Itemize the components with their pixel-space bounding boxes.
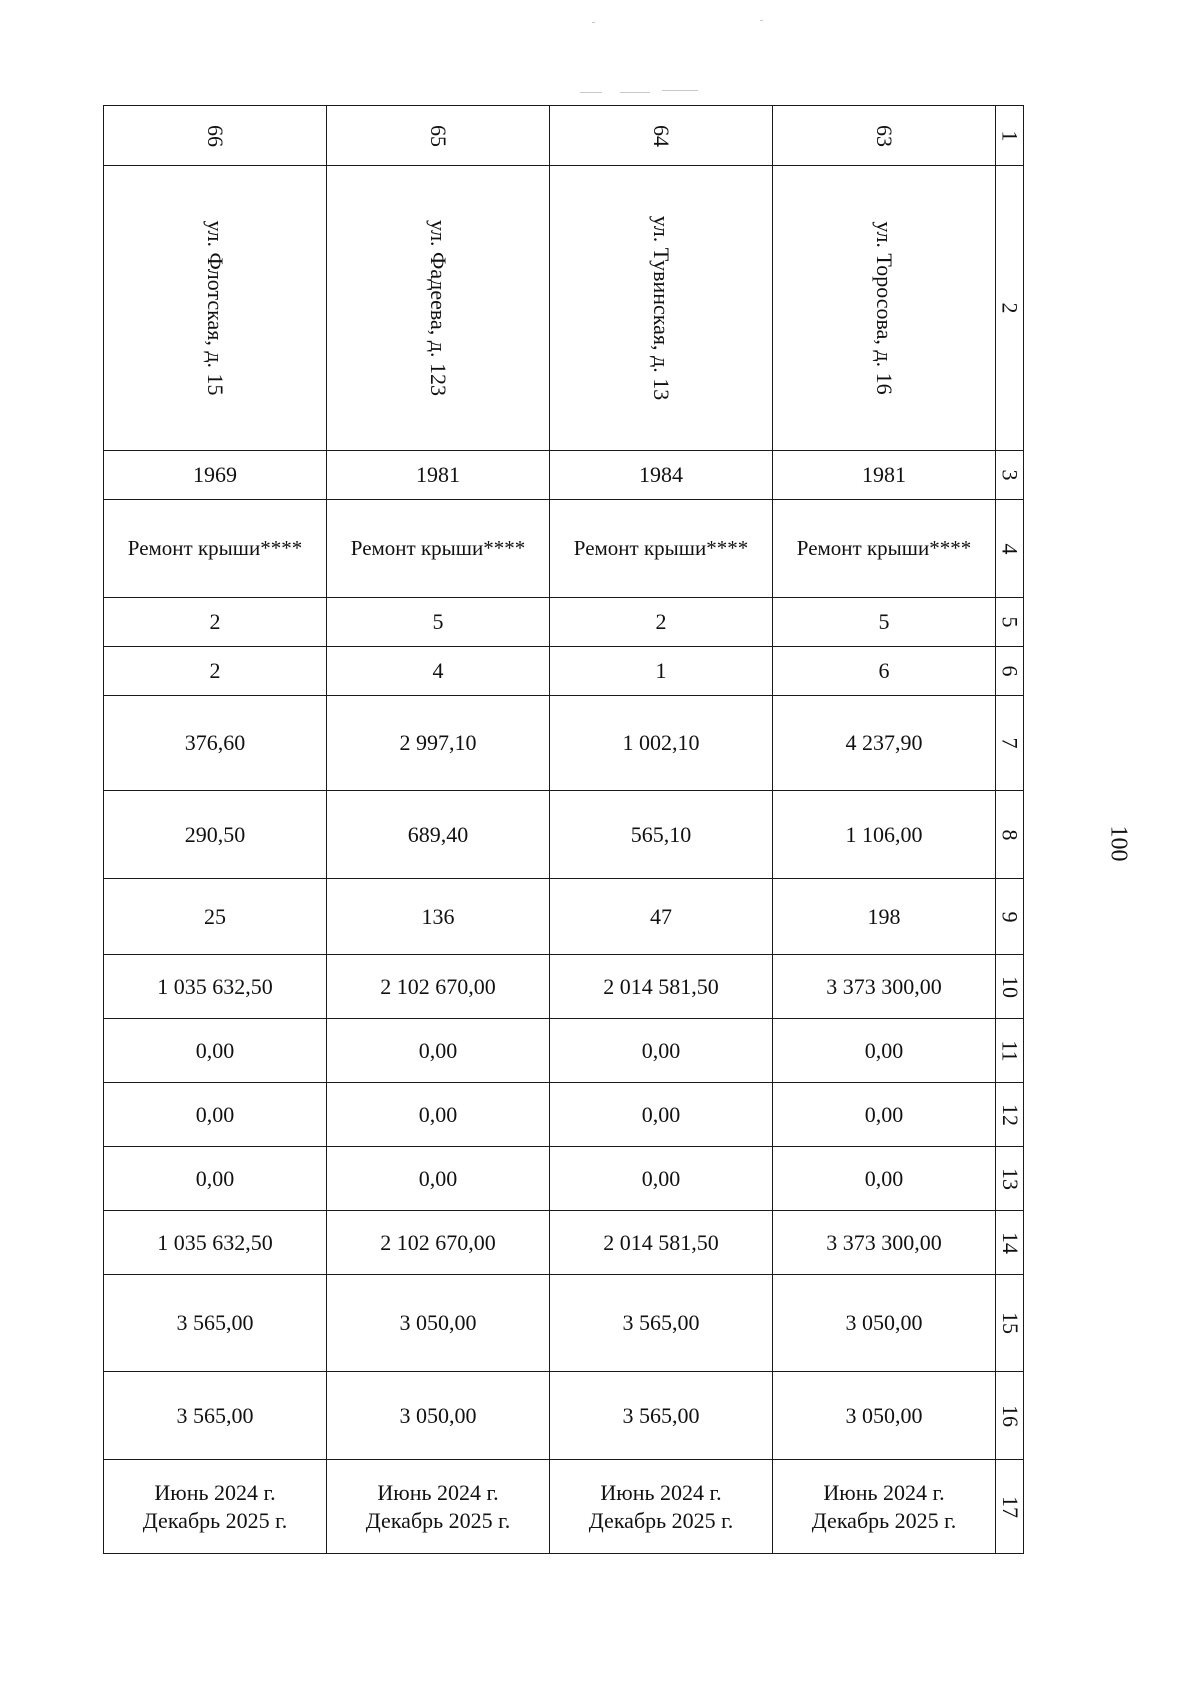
column-index-cell	[996, 500, 1024, 598]
period-cell	[773, 1460, 996, 1554]
value-cell: 47	[550, 879, 773, 955]
record-number: 64	[649, 124, 674, 147]
address: ул. Флотская, д. 15	[203, 220, 228, 396]
value-cell: 0,00	[104, 1083, 327, 1147]
period-end: Декабрь 2025 г.	[142, 1507, 288, 1533]
scan-speck	[620, 92, 650, 93]
value-cell: 5	[327, 598, 550, 647]
table-row	[104, 791, 1024, 879]
record-number-cell	[104, 106, 327, 166]
column-index: 13	[997, 1167, 1023, 1190]
period-end: Декабрь 2025 г.	[811, 1507, 957, 1533]
table-row	[104, 1083, 1024, 1147]
period-cell	[550, 1460, 773, 1554]
scan-speck	[662, 90, 698, 91]
record-number-cell	[550, 106, 773, 166]
value-cell: 565,10	[550, 791, 773, 879]
value-cell: 1 002,10	[550, 696, 773, 791]
value-cell: 3 565,00	[550, 1372, 773, 1460]
column-index-cell	[996, 955, 1024, 1019]
value-cell: 3 565,00	[550, 1275, 773, 1372]
value-cell: 0,00	[773, 1147, 996, 1211]
value-cell: 0,00	[327, 1083, 550, 1147]
value-cell: 2 997,10	[327, 696, 550, 791]
column-index: 5	[997, 616, 1023, 628]
work-type-cell: Ремонт крыши****	[327, 500, 550, 598]
column-index-cell	[996, 879, 1024, 955]
year-cell: 1969	[104, 451, 327, 500]
value-cell: 1 035 632,50	[104, 1211, 327, 1275]
column-index-cell	[996, 106, 1024, 166]
column-index: 2	[997, 302, 1023, 314]
scan-speck	[580, 92, 602, 93]
value-cell: 0,00	[550, 1147, 773, 1211]
column-index: 8	[997, 829, 1023, 840]
column-index: 17	[997, 1495, 1023, 1518]
column-index-cell	[996, 791, 1024, 879]
value-cell: 0,00	[773, 1019, 996, 1083]
value-cell: 689,40	[327, 791, 550, 879]
table-row	[104, 955, 1024, 1019]
value-cell: 3 050,00	[327, 1372, 550, 1460]
value-cell: 0,00	[104, 1147, 327, 1211]
value-cell: 2 014 581,50	[550, 955, 773, 1019]
repair-register-table	[103, 105, 1024, 1554]
value-cell: 0,00	[773, 1083, 996, 1147]
address-cell	[550, 166, 773, 451]
scan-speck	[592, 22, 595, 23]
value-cell: 25	[104, 879, 327, 955]
record-number-cell	[327, 106, 550, 166]
value-cell: 2 102 670,00	[327, 955, 550, 1019]
period-cell	[327, 1460, 550, 1554]
column-index: 12	[997, 1103, 1023, 1126]
period-start: Июнь 2024 г.	[377, 1479, 499, 1505]
table-row	[104, 451, 1024, 500]
value-cell: 136	[327, 879, 550, 955]
address: ул. Фадеева, д. 123	[426, 220, 451, 396]
column-index: 3	[997, 469, 1023, 481]
value-cell: 1 106,00	[773, 791, 996, 879]
record-number: 65	[426, 124, 451, 147]
value-cell: 3 565,00	[104, 1372, 327, 1460]
column-index-cell	[996, 1460, 1024, 1554]
value-cell: 2	[104, 598, 327, 647]
period-start: Июнь 2024 г.	[823, 1479, 945, 1505]
column-index-cell	[996, 166, 1024, 451]
value-cell: 4	[327, 647, 550, 696]
year-cell: 1981	[327, 451, 550, 500]
table-row	[104, 106, 1024, 166]
column-index-cell	[996, 451, 1024, 500]
address: ул. Тувинская, д. 13	[649, 215, 674, 401]
value-cell: 3 050,00	[773, 1372, 996, 1460]
table-row	[104, 1372, 1024, 1460]
table-row	[104, 696, 1024, 791]
value-cell: 0,00	[104, 1019, 327, 1083]
table-row	[104, 1147, 1024, 1211]
scan-speck	[760, 20, 763, 21]
value-cell: 4 237,90	[773, 696, 996, 791]
value-cell: 3 373 300,00	[773, 1211, 996, 1275]
value-cell: 5	[773, 598, 996, 647]
period-end: Декабрь 2025 г.	[365, 1507, 511, 1533]
work-type-cell: Ремонт крыши****	[773, 500, 996, 598]
record-number: 63	[872, 124, 897, 147]
table-row	[104, 166, 1024, 451]
value-cell: 0,00	[550, 1019, 773, 1083]
value-cell: 3 050,00	[327, 1275, 550, 1372]
address-cell	[773, 166, 996, 451]
column-index: 15	[997, 1312, 1023, 1334]
column-index: 9	[997, 911, 1023, 922]
value-cell: 6	[773, 647, 996, 696]
value-cell: 1 035 632,50	[104, 955, 327, 1019]
column-index: 14	[997, 1231, 1023, 1254]
value-cell: 198	[773, 879, 996, 955]
table-row	[104, 500, 1024, 598]
page-number: 100	[1105, 825, 1132, 862]
value-cell: 0,00	[550, 1083, 773, 1147]
column-index: 4	[997, 543, 1023, 554]
address-cell	[104, 166, 327, 451]
column-index: 11	[997, 1039, 1023, 1062]
period-cell	[104, 1460, 327, 1554]
column-index: 10	[997, 975, 1023, 998]
value-cell: 290,50	[104, 791, 327, 879]
column-index: 16	[997, 1404, 1023, 1427]
value-cell: 2 014 581,50	[550, 1211, 773, 1275]
period-start: Июнь 2024 г.	[600, 1479, 722, 1505]
year-cell: 1984	[550, 451, 773, 500]
column-index-cell	[996, 696, 1024, 791]
value-cell: 3 373 300,00	[773, 955, 996, 1019]
period-end: Декабрь 2025 г.	[588, 1507, 734, 1533]
value-cell: 3 050,00	[773, 1275, 996, 1372]
column-index-cell	[996, 1019, 1024, 1083]
column-index: 7	[997, 737, 1023, 749]
value-cell: 0,00	[327, 1147, 550, 1211]
record-number: 66	[203, 124, 228, 147]
column-index-cell	[996, 1275, 1024, 1372]
table-row	[104, 879, 1024, 955]
column-index-cell	[996, 1147, 1024, 1211]
table-row	[104, 1211, 1024, 1275]
address: ул. Торосова, д. 16	[872, 221, 897, 395]
work-type-cell: Ремонт крыши****	[104, 500, 327, 598]
record-number-cell	[773, 106, 996, 166]
column-index-cell	[996, 647, 1024, 696]
value-cell: 0,00	[327, 1019, 550, 1083]
table-row	[104, 1460, 1024, 1554]
table-row	[104, 1275, 1024, 1372]
column-index-cell	[996, 1211, 1024, 1275]
column-index-cell	[996, 1372, 1024, 1460]
table-row	[104, 1019, 1024, 1083]
value-cell: 2	[550, 598, 773, 647]
column-index-cell	[996, 1083, 1024, 1147]
table-row	[104, 647, 1024, 696]
address-cell	[327, 166, 550, 451]
value-cell: 376,60	[104, 696, 327, 791]
value-cell: 3 565,00	[104, 1275, 327, 1372]
period-start: Июнь 2024 г.	[154, 1479, 276, 1505]
column-index-cell	[996, 598, 1024, 647]
value-cell: 1	[550, 647, 773, 696]
column-index: 1	[997, 130, 1023, 141]
year-cell: 1981	[773, 451, 996, 500]
value-cell: 2	[104, 647, 327, 696]
work-type-cell: Ремонт крыши****	[550, 500, 773, 598]
table-row	[104, 598, 1024, 647]
value-cell: 2 102 670,00	[327, 1211, 550, 1275]
column-index: 6	[997, 665, 1023, 677]
